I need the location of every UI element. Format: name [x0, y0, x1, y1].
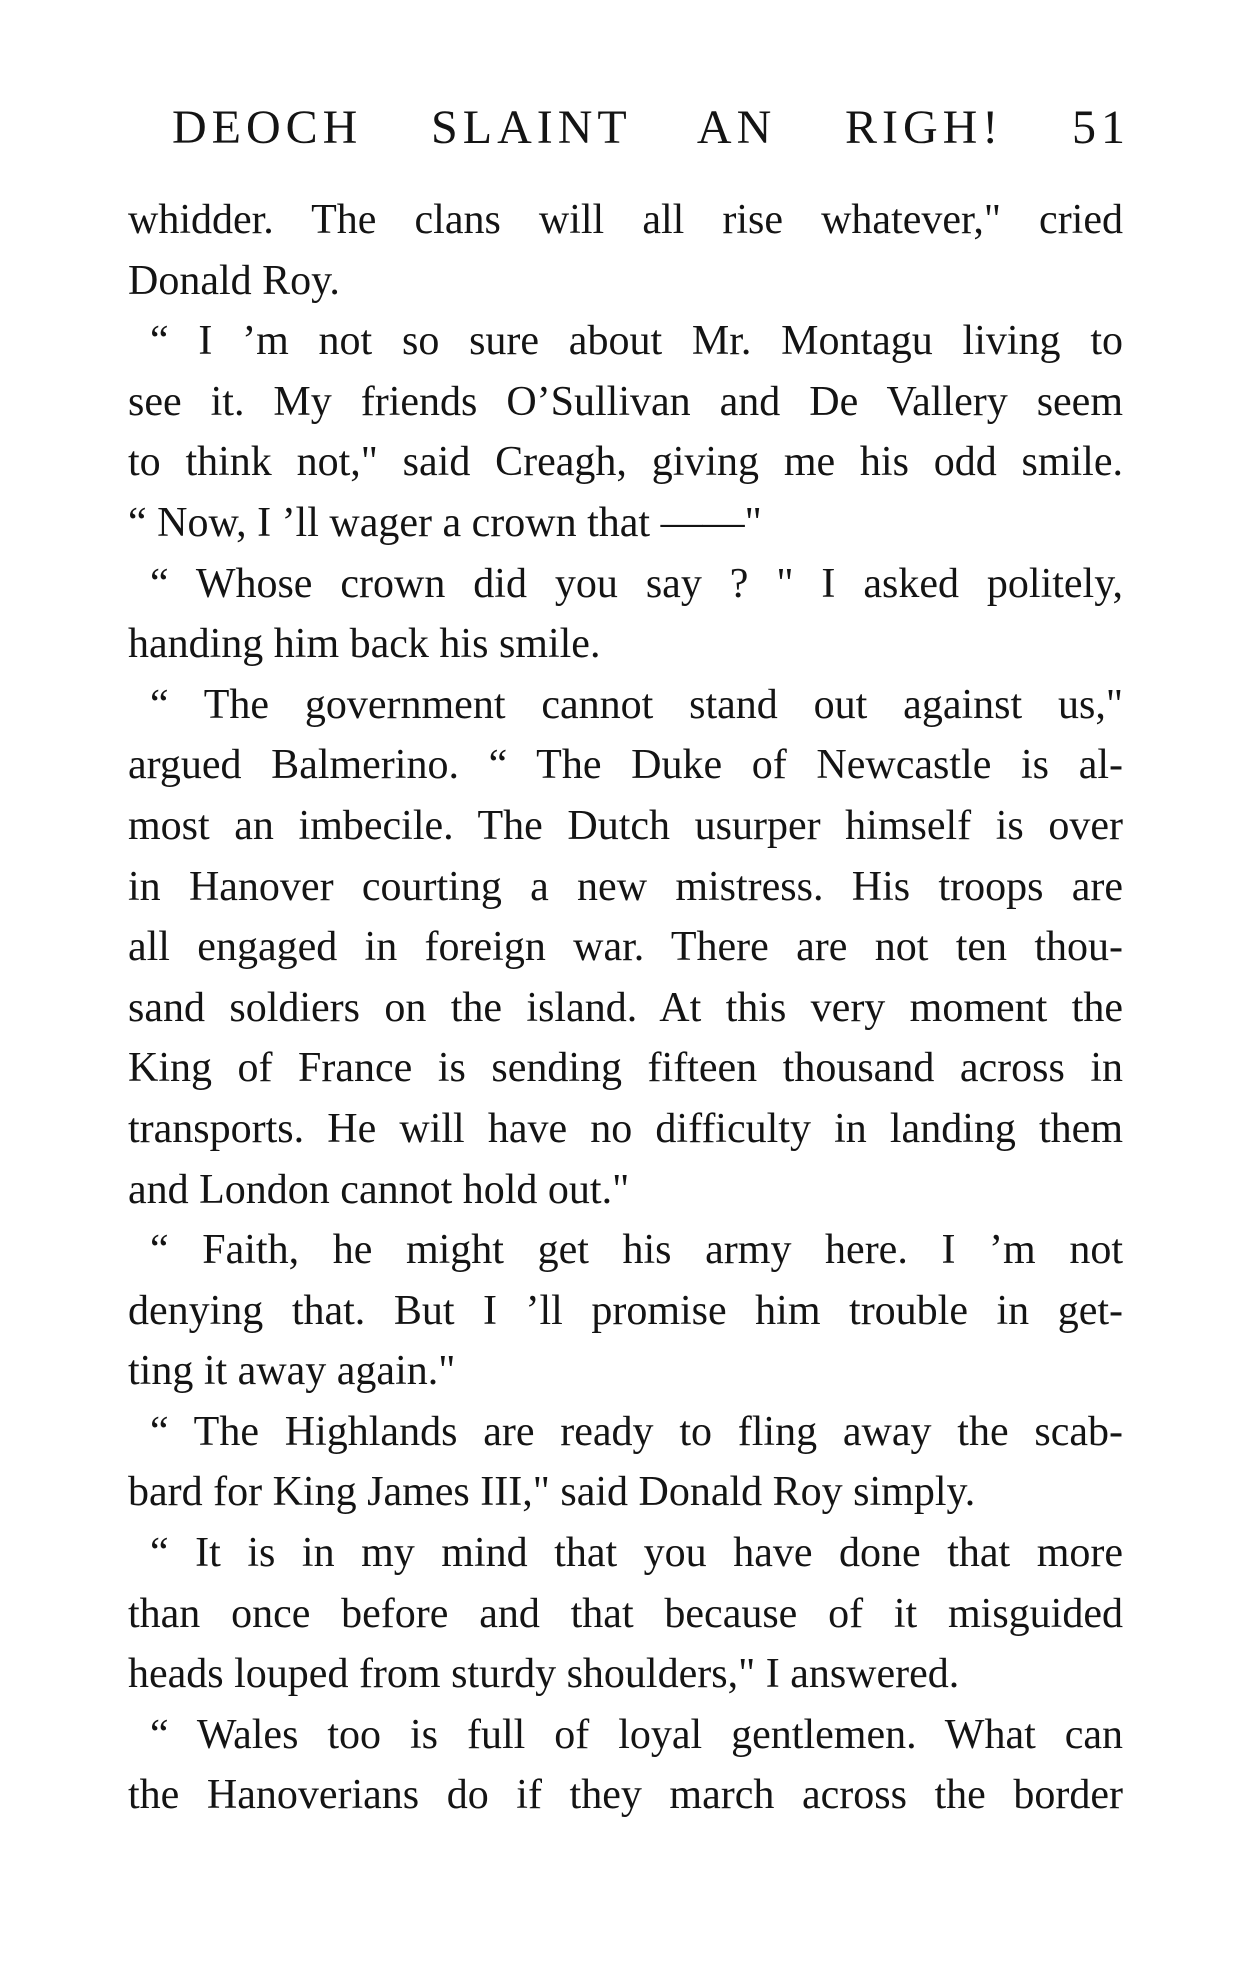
text-line: “ Now, I ’ll wager a crown that ——" — [128, 499, 762, 546]
text-line: “ I ’m not so sure about Mr. Montagu living to — [150, 318, 1123, 365]
text-line: “ The Highlands are ready to fling away the scab- — [150, 1408, 1123, 1455]
text-line: argued Balmerino. “ The Duke of Newcastle is al- — [128, 742, 1123, 789]
text-line: see it. My friends O’Sullivan and De Vallery seem — [128, 378, 1123, 425]
text-line: to think not," said Creagh, giving me his odd smile. — [128, 439, 1123, 486]
text-line: “ Whose crown did you say ? " I asked politely, — [150, 560, 1123, 607]
text-line: King of France is sending fifteen thousand across in — [128, 1045, 1123, 1092]
text-line: ting it away again." — [128, 1348, 456, 1395]
text-line: most an imbecile. The Dutch usurper himself is over — [128, 802, 1123, 849]
text-line: than once before and that because of it misguided — [128, 1590, 1123, 1637]
text-line: the Hanoverians do if they march across the border — [128, 1772, 1123, 1819]
text-line: “ It is in my mind that you have done that more — [150, 1530, 1123, 1577]
text-line: whidder. The clans will all rise whatever," cried — [128, 197, 1123, 243]
text-line: all engaged in foreign war. There are not ten thou- — [128, 924, 1123, 971]
text-line: handing him back his smile. — [128, 621, 601, 668]
running-title: DEOCH SLAINT AN RIGH! — [172, 101, 1004, 154]
text-line: “ Faith, he might get his army here. I ’m not — [150, 1227, 1123, 1274]
running-head — [172, 100, 1130, 160]
body-text — [128, 190, 1123, 1826]
text-line: “ The government cannot stand out against us," — [150, 681, 1123, 728]
text-line: in Hanover courting a new mistress. His troops are — [128, 863, 1123, 910]
text-line: and London cannot hold out." — [128, 1166, 630, 1213]
text-line: transports. He will have no difficulty in landing them — [128, 1105, 1123, 1152]
page-number: 51 — [1072, 101, 1131, 154]
text-line: denying that. But I ’ll promise him trouble in get- — [128, 1287, 1123, 1334]
text-line: bard for King James III," said Donald Roy simply. — [128, 1469, 976, 1516]
text-line: Donald Roy. — [128, 257, 340, 304]
text-line: sand soldiers on the island. At this very moment the — [128, 984, 1123, 1031]
text-line: heads louped from sturdy shoulders," I answered. — [128, 1651, 960, 1698]
text-line: “ Wales too is full of loyal gentlemen. What can — [150, 1711, 1123, 1758]
